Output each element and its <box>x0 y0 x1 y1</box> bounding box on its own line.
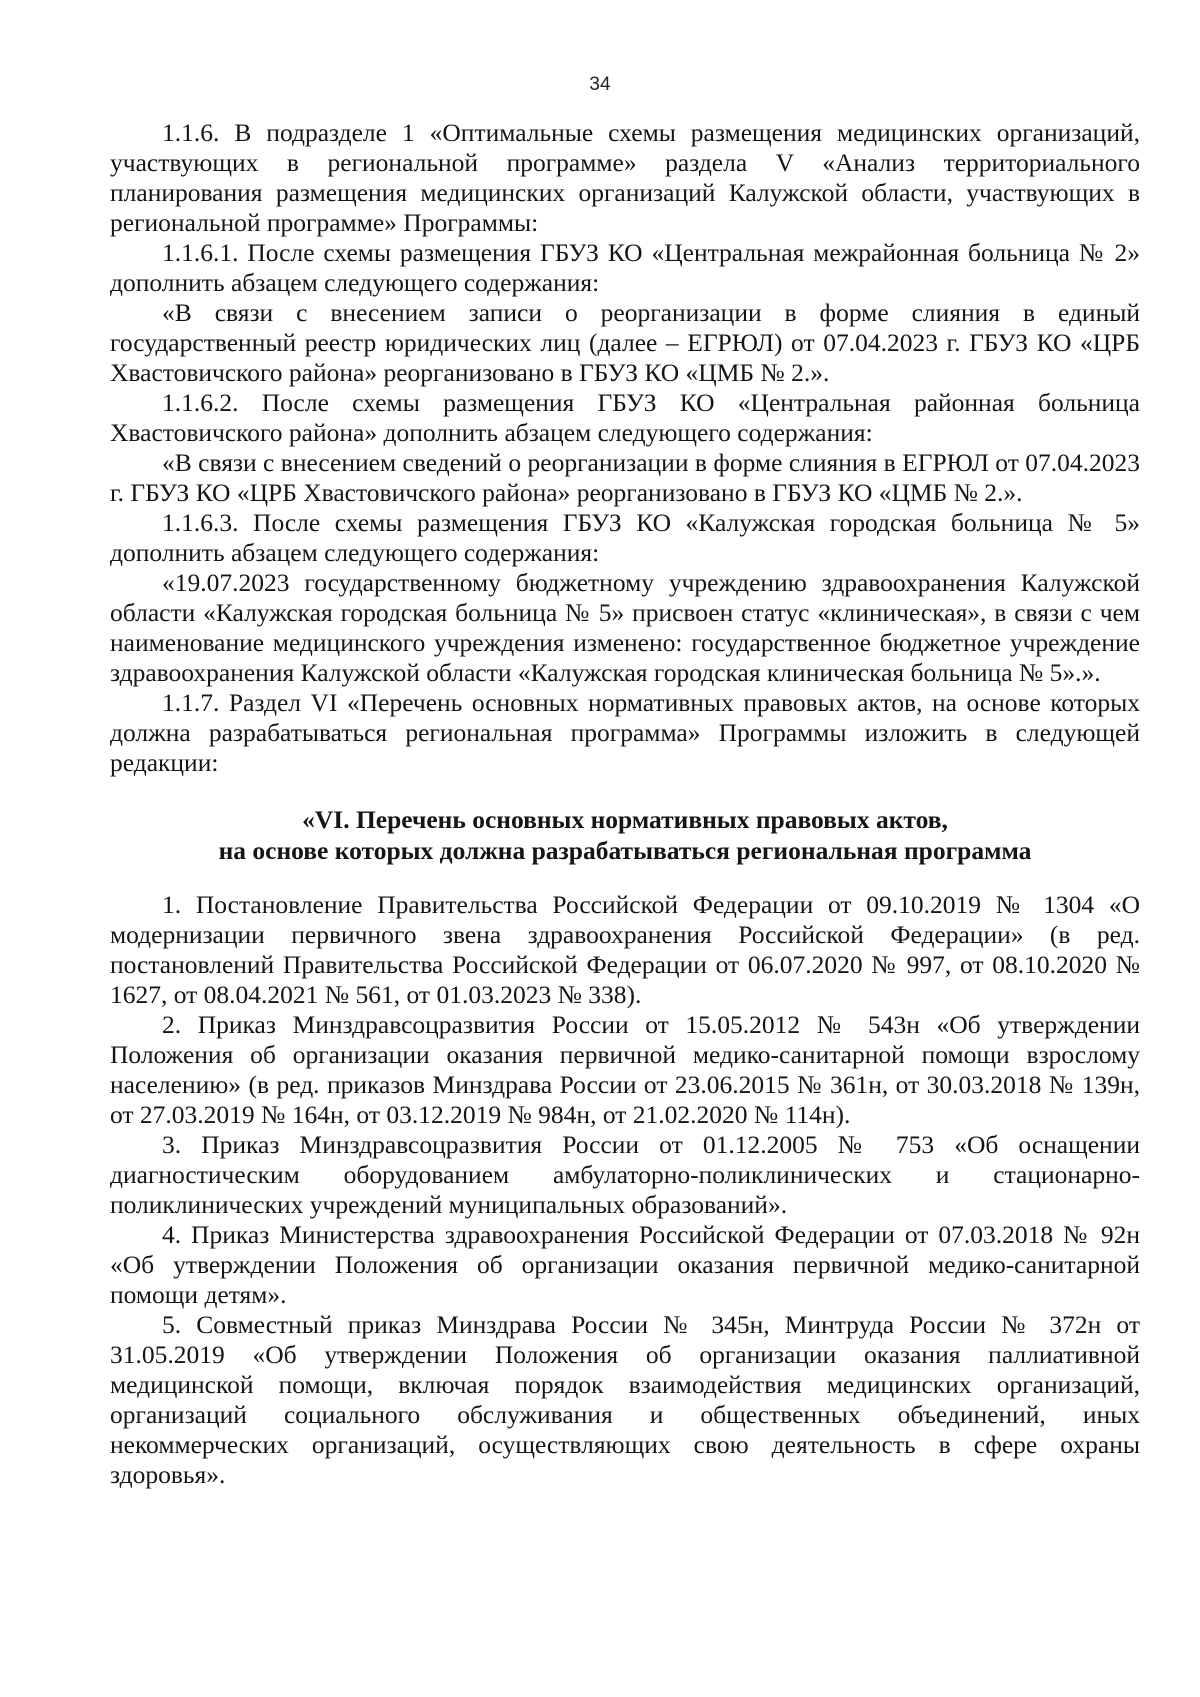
section-heading <box>110 804 1140 866</box>
paragraph-quote-2: «В связи с внесением сведений о реорганизации в форме слияния в ЕГРЮЛ от 07.04.2023 г. ГБУЗ КО «ЦРБ Хвастовичского района» реорганизовано в ГБУЗ КО «ЦМБ № 2.». <box>110 448 1140 507</box>
section-heading-line-2: на основе которых должна разрабатываться региональная программа <box>218 836 1032 865</box>
paragraph-1-1-6: 1.1.6. В подразделе 1 «Оптимальные схемы размещения медицинских организаций, участвующих в региональной программе» раздела V «Анализ территориального планирования размещения медицинских организаций Калужской области, участвующих в региональной программе» Программы: <box>110 118 1140 237</box>
list-item-5: 5. Совместный приказ Минздрава России № 345н, Минтруда России № 372н от 31.05.2019 «Об утверждении Положения об организации оказания паллиативной медицинской помощи, включая порядок взаимодействия медицинских организаций, организаций социального обслуживания и общественных объединений, иных некоммерческих организаций, осуществляющих свою деятельность в сфере охраны здоровья». <box>110 1310 1140 1489</box>
paragraph-quote-3: «19.07.2023 государственному бюджетному учреждению здравоохранения Калужской области «Калужская городская больница № 5» присвоен статус «клиническая», в связи с чем наименование медицинского учреждения изменено: государственное бюджетное учреждение здравоохранения Калужской области «Калужская городская клиническая больница № 5».». <box>110 568 1140 687</box>
paragraph-quote-1: «В связи с внесением записи о реорганизации в форме слияния в единый государственный реестр юридических лиц (далее – ЕГРЮЛ) от 07.04.2023 г. ГБУЗ КО «ЦРБ Хвастовичского района» реорганизовано в ГБУЗ КО «ЦМБ № 2.». <box>110 298 1140 387</box>
paragraph-1-1-6-3: 1.1.6.3. После схемы размещения ГБУЗ КО «Калужская городская больница № 5» дополнить абзацем следующего содержания: <box>110 508 1140 567</box>
section-heading-line-1: «VI. Перечень основных нормативных правовых актов, <box>302 805 948 834</box>
list-item-3: 3. Приказ Минздравсоцразвития России от 01.12.2005 № 753 «Об оснащении диагностическим оборудованием амбулаторно-поликлинических и стационарно-поликлинических учреждений муниципальных образований». <box>110 1130 1140 1219</box>
list-item-1: 1. Постановление Правительства Российской Федерации от 09.10.2019 № 1304 «О модернизации первичного звена здравоохранения Российской Федерации» (в ред. постановлений Правительства Российской Федерации от 06.07.2020 № 997, от 08.10.2020 № 1627, от 08.04.2021 № 561, от 01.03.2023 № 338). <box>110 890 1140 1009</box>
paragraph-1-1-6-1: 1.1.6.1. После схемы размещения ГБУЗ КО «Центральная межрайонная больница № 2» дополнить абзацем следующего содержания: <box>110 238 1140 297</box>
list-item-2: 2. Приказ Минздравсоцразвития России от 15.05.2012 № 543н «Об утверждении Положения об организации оказания первичной медико-санитарной помощи взрослому населению» (в ред. приказов Минздрава России от 23.06.2015 № 361н, от 30.03.2018 № 139н, от 27.03.2019 № 164н, от 03.12.2019 № 984н, от 21.02.2020 № 114н). <box>110 1010 1140 1129</box>
paragraph-1-1-7: 1.1.7. Раздел VI «Перечень основных нормативных правовых актов, на основе которых должна разрабатываться региональная программа» Программы изложить в следующей редакции: <box>110 688 1140 777</box>
page-number: 34 <box>589 74 611 95</box>
paragraph-1-1-6-2: 1.1.6.2. После схемы размещения ГБУЗ КО «Центральная районная больница Хвастовичского района» дополнить абзацем следующего содержания: <box>110 388 1140 447</box>
list-item-4: 4. Приказ Министерства здравоохранения Российской Федерации от 07.03.2018 № 92н «Об утверждении Положения об организации оказания первичной медико-санитарной помощи детям». <box>110 1220 1140 1309</box>
document-body <box>110 118 1140 1490</box>
